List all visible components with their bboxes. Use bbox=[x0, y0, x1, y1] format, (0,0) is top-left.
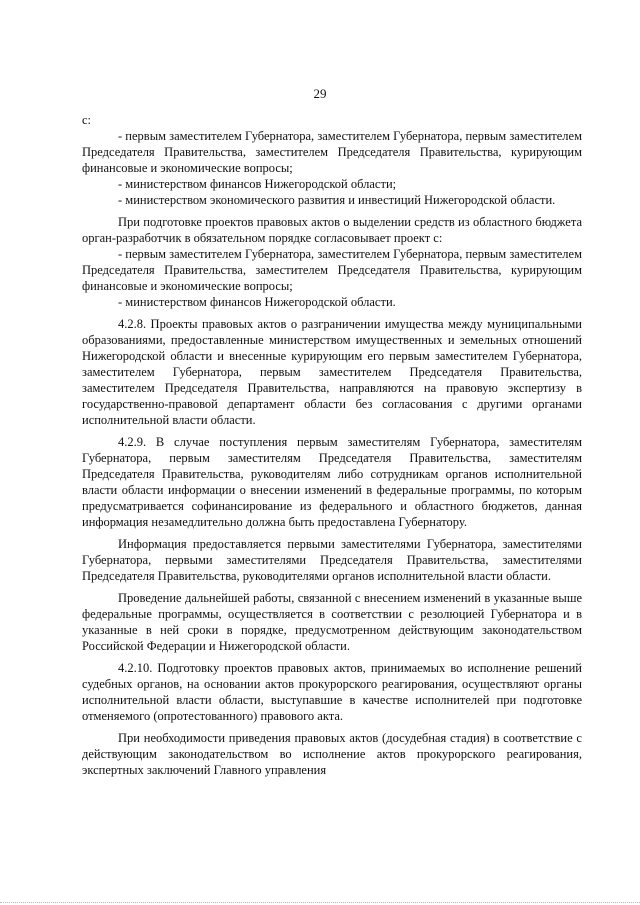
paragraph: Информация предоставляется первыми заместителями Губернатора, заместителями Губернатора, первыми заместителями Председателя Правительства, заместителями Председателя Правительства, руководителями органов исполнительной власти области. bbox=[82, 537, 582, 583]
paragraph: 4.2.10. Подготовку проектов правовых актов, принимаемых во исполнение решений судебных органов, на основании актов прокурорского реагирования, осуществляют органы исполнительной власти области, выступавшие в качестве исполнителей при подготовке отменяемого (опротестованного) правового акта. bbox=[82, 661, 582, 723]
paragraph: Проведение дальнейшей работы, связанной с внесением изменений в указанные выше федеральные программы, осуществляется в соответствии с резолюцией Губернатора и в указанные в ней сроки в порядке, предусмотренном действующим законодательством Российской Федерации и Нижегородской области. bbox=[82, 591, 582, 653]
paragraph: - первым заместителем Губернатора, заместителем Губернатора, первым заместителем Председателя Правительства, заместителем Председателя Правительства, курирующим финансовые и экономические вопросы; bbox=[82, 129, 582, 175]
paragraph: с: bbox=[82, 113, 92, 127]
paragraph: 4.2.9. В случае поступления первым заместителям Губернатора, заместителям Губернатора, первым заместителям Председателя Правительства, заместителям Председателя Правительства, руководителям либо сотрудникам органов исполнительной власти области информации о внесении изменений в федеральные программы, по которым предусматривается софинансирование из федерального и областного бюджетов, данная информация незамедлительно должна быть предоставлена Губернатору. bbox=[82, 435, 582, 529]
paragraph: - первым заместителем Губернатора, заместителем Губернатора, первым заместителем Председателя Правительства, заместителем Председателя Правительства, курирующим финансовые и экономические вопросы; bbox=[82, 247, 582, 293]
paragraph: - министерством финансов Нижегородской области; bbox=[118, 177, 397, 191]
paragraph: При подготовке проектов правовых актов о выделении средств из областного бюджета орган-разработчик в обязательном порядке согласовывает проект с: bbox=[82, 215, 582, 245]
page-number: 29 bbox=[313, 86, 327, 101]
paragraph: - министерством финансов Нижегородской области. bbox=[118, 295, 396, 309]
scan-edge-divider bbox=[0, 902, 640, 903]
document-body bbox=[82, 112, 582, 778]
paragraph: При необходимости приведения правовых актов (досудебная стадия) в соответствие с действующим законодательством во исполнение актов прокурорского реагирования, экспертных заключений Главного управления bbox=[82, 731, 582, 777]
paragraph: 4.2.8. Проекты правовых актов о разграничении имущества между муниципальными образованиями, предоставленные министерством имущественных и земельных отношений Нижегородской области и внесенные курирующим его первым заместителем Губернатора, заместителем Губернатора, первым заместителем Председателя Правительства, заместителем Председателя Правительства, направляются на правовую экспертизу в государственно-правовой департамент области без согласования с другими органами исполнительной власти области. bbox=[82, 317, 582, 427]
paragraph: - министерством экономического развития и инвестиций Нижегородской области. bbox=[118, 193, 556, 207]
